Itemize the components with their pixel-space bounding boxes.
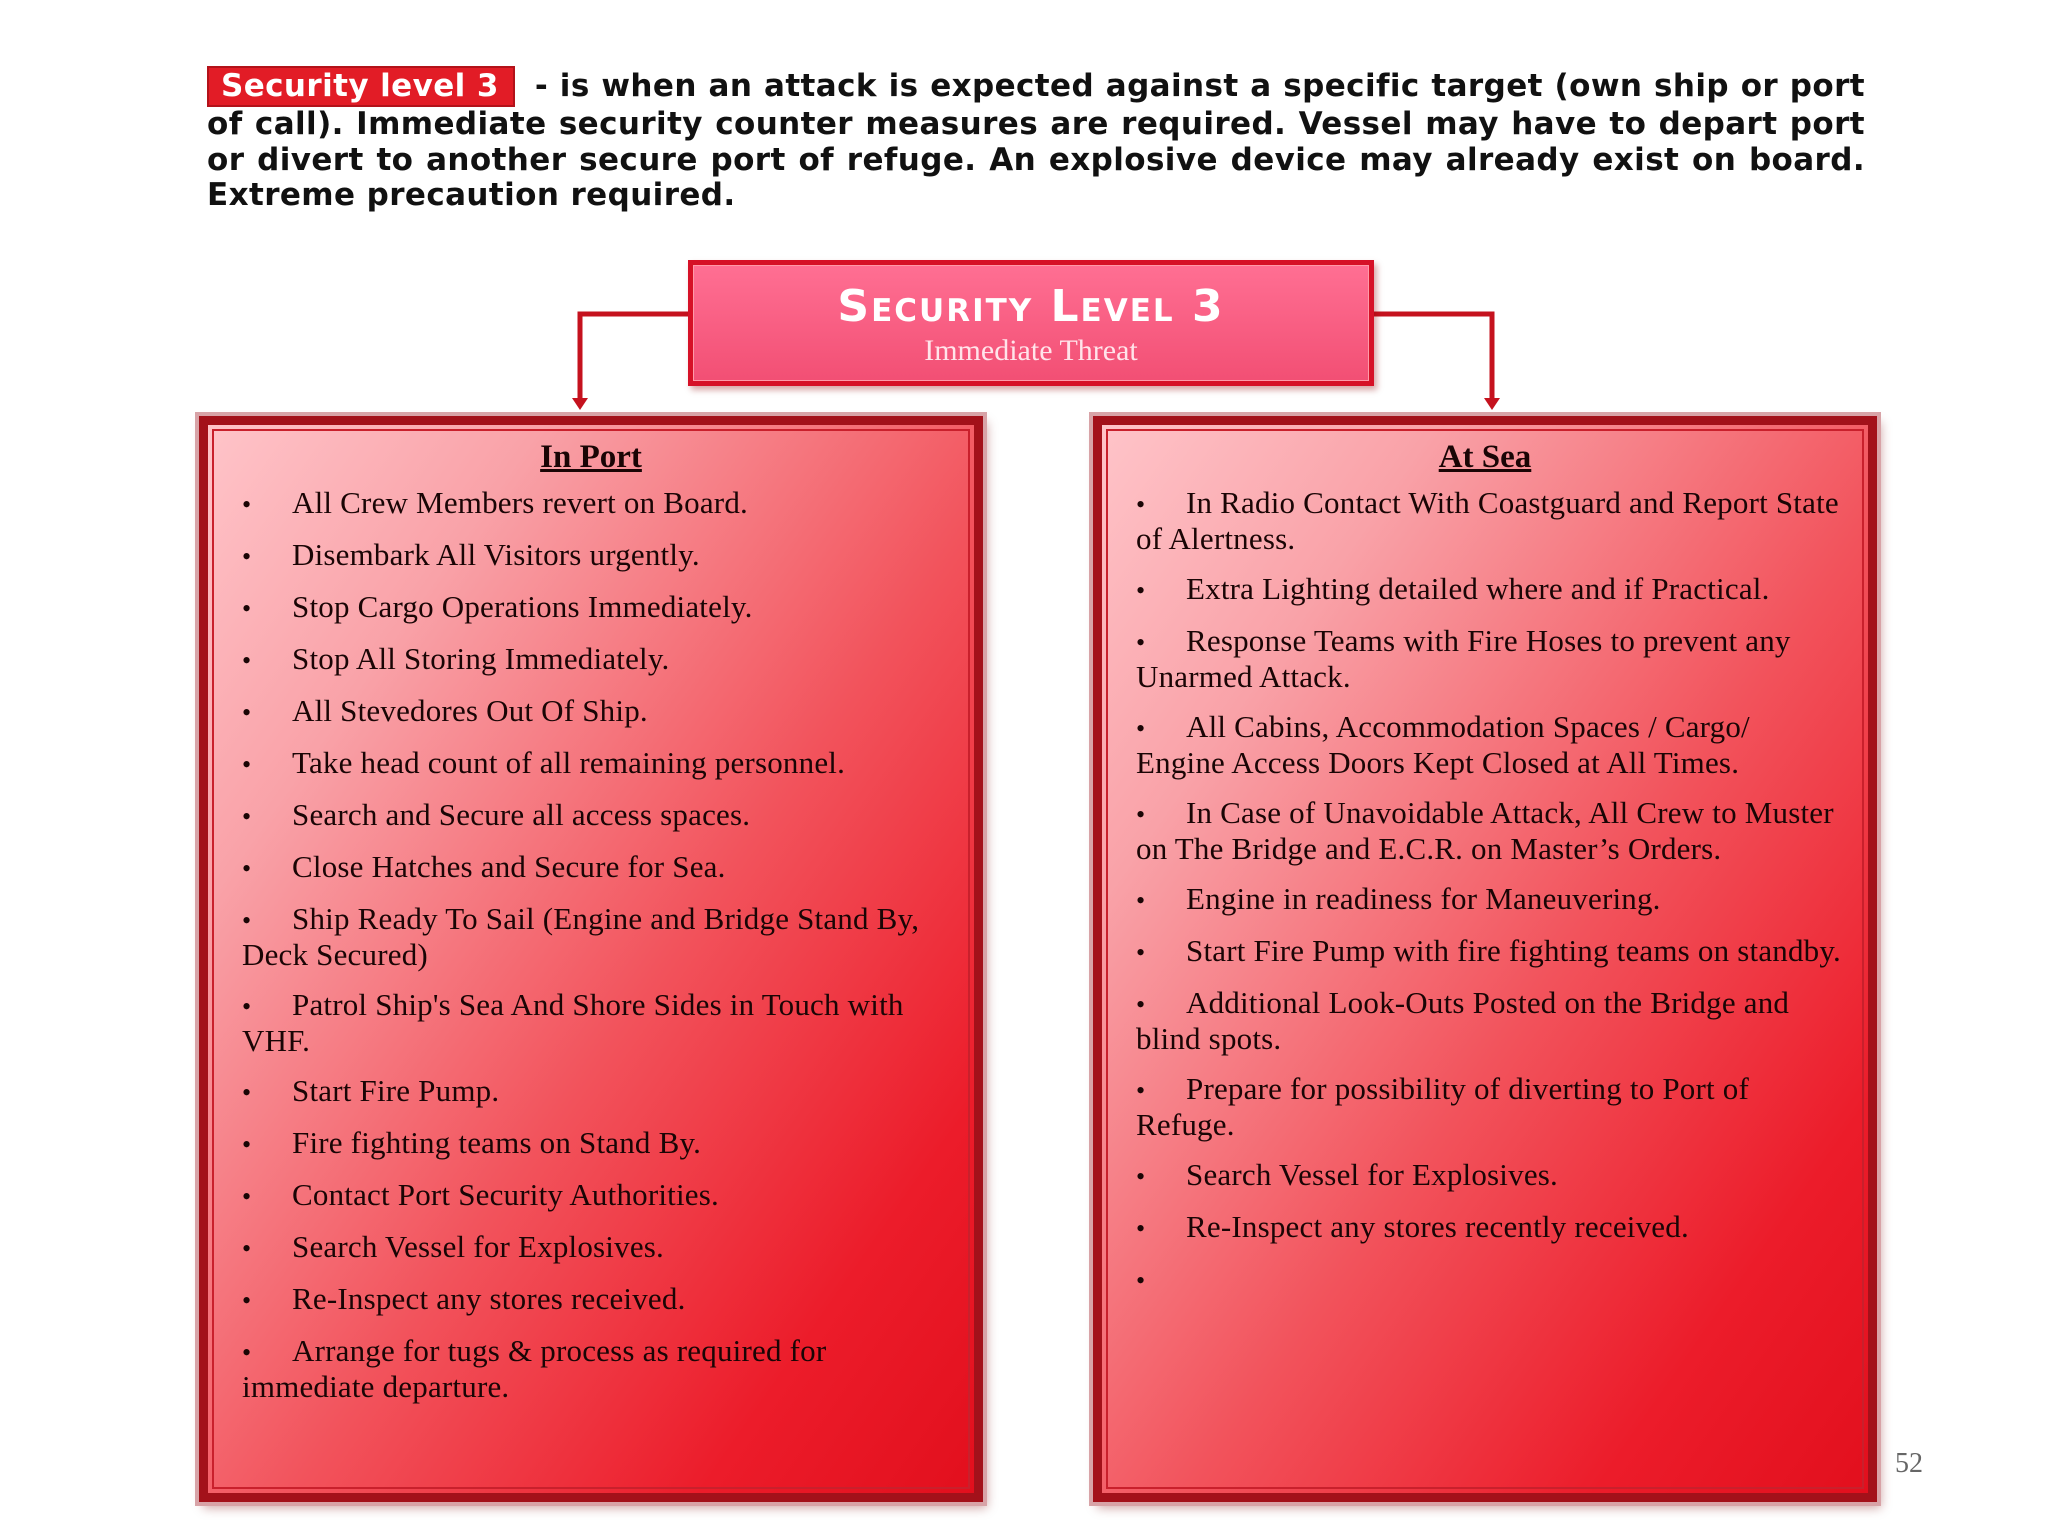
list-item-text: Search Vessel for Explosives. [1186, 1157, 1558, 1192]
list-item-text: Contact Port Security Authorities. [292, 1177, 719, 1212]
list-item-text: Start Fire Pump. [292, 1073, 500, 1108]
list-item: • Engine in readiness for Maneuvering. [1136, 881, 1661, 916]
at-sea-panel [1093, 416, 1877, 1502]
list-item-text: Search and Secure all access spaces. [292, 797, 751, 832]
list-item-text: Close Hatches and Secure for Sea. [292, 849, 726, 884]
list-item-text: Take head count of all remaining personnel. [292, 745, 846, 780]
list-item-text: All Stevedores Out Of Ship. [292, 693, 648, 728]
right-arrowhead [1484, 398, 1500, 410]
list-item-text: Extra Lighting detailed where and if Practical. [1186, 571, 1770, 606]
list-item-text: All Cabins, Accommodation Spaces / Cargo/ Engine Access Doors Kept Closed at All Times. [1136, 709, 1750, 780]
left-arrowhead [572, 398, 588, 410]
right-connector [1374, 314, 1492, 404]
list-item: • Prepare for possibility of diverting to Port of Refuge. [1136, 1071, 1750, 1142]
list-item-text: Patrol Ship's Sea And Shore Sides in Touch with VHF. [242, 987, 904, 1058]
list-item: • Contact Port Security Authorities. [242, 1177, 719, 1212]
list-item-text: Additional Look-Outs Posted on the Bridge and blind spots. [1136, 985, 1790, 1056]
list-item: • Search and Secure all access spaces. [242, 797, 751, 832]
list-item: • Disembark All Visitors urgently. [242, 537, 700, 572]
list-item: • Start Fire Pump with fire fighting teams on standby. [1136, 933, 1842, 968]
security-level-title-box [688, 260, 1374, 386]
list-item: • Take head count of all remaining personnel. [242, 745, 846, 780]
at-sea-heading: At Sea [1438, 439, 1532, 475]
title-box-subtitle: Immediate Threat [924, 334, 1138, 367]
list-item: • Extra Lighting detailed where and if Practical. [1136, 571, 1770, 606]
list-item-text: Response Teams with Fire Hoses to prevent any Unarmed Attack. [1136, 623, 1791, 694]
list-item: • Additional Look-Outs Posted on the Bridge and blind spots. [1136, 985, 1790, 1056]
list-item-text: Stop Cargo Operations Immediately. [292, 589, 753, 624]
list-item: • Re-Inspect any stores received. [242, 1281, 686, 1316]
list-item-text: Arrange for tugs & process as required for immediate departure. [242, 1333, 827, 1404]
list-item: • Close Hatches and Secure for Sea. [242, 849, 726, 884]
list-item-text: Stop All Storing Immediately. [292, 641, 670, 676]
list-item: • All Crew Members revert on Board. [242, 485, 748, 520]
list-item-text: In Radio Contact With Coastguard and Report State of Alertness. [1136, 485, 1839, 556]
list-item: • Response Teams with Fire Hoses to prevent any Unarmed Attack. [1136, 623, 1791, 694]
left-connector [580, 314, 688, 404]
list-item: • Re-Inspect any stores recently received. [1136, 1209, 1689, 1244]
list-item-text: Re-Inspect any stores recently received. [1186, 1209, 1689, 1244]
list-item: • Search Vessel for Explosives. [1136, 1157, 1558, 1192]
list-item-text: Start Fire Pump with fire fighting teams on standby. [1186, 933, 1842, 968]
list-item: • All Cabins, Accommodation Spaces / Cargo/ Engine Access Doors Kept Closed at All Times. [1136, 709, 1750, 780]
list-item: • Stop All Storing Immediately. [242, 641, 670, 676]
list-item: • Start Fire Pump. [242, 1073, 500, 1108]
in-port-heading: In Port [540, 439, 642, 475]
list-item-text: Ship Ready To Sail (Engine and Bridge Stand By, Deck Secured) [242, 901, 920, 972]
list-item: • In Case of Unavoidable Attack, All Crew to Muster on The Bridge and E.C.R. on Master’s Orders. [1136, 795, 1834, 866]
list-item-text: Engine in readiness for Maneuvering. [1186, 881, 1661, 916]
list-item: • In Radio Contact With Coastguard and Report State of Alertness. [1136, 485, 1839, 556]
security-level-badge: Security level 3 [207, 66, 515, 107]
list-item-text: Fire fighting teams on Stand By. [292, 1125, 702, 1160]
in-port-panel [199, 416, 983, 1502]
intro-text: - is when an attack is expected against a specific target (own ship or port of call). Immediate security counter measures are required. Vessel may have to depart port or divert to another secure port of refuge. An explosive device may already exist on board. Extreme precaution required. [207, 68, 1865, 213]
list-item: • Ship Ready To Sail (Engine and Bridge Stand By, Deck Secured) [242, 901, 920, 972]
list-item: • Patrol Ship's Sea And Shore Sides in Touch with VHF. [242, 987, 904, 1058]
title-box-heading: Security Level 3 [837, 281, 1225, 332]
list-item-text: Search Vessel for Explosives. [292, 1229, 664, 1264]
page-number: 52 [1895, 1448, 1923, 1479]
at-sea-list [1102, 486, 1868, 1298]
list-item-text: Prepare for possibility of diverting to Port of Refuge. [1136, 1071, 1750, 1142]
in-port-list [208, 486, 974, 1404]
list-item-text: In Case of Unavoidable Attack, All Crew to Muster on The Bridge and E.C.R. on Master’s Orders. [1136, 795, 1834, 866]
list-item: • Stop Cargo Operations Immediately. [242, 589, 753, 624]
list-item: • All Stevedores Out Of Ship. [242, 693, 648, 728]
list-item: • Search Vessel for Explosives. [242, 1229, 664, 1264]
list-item: • [1136, 1266, 1146, 1295]
list-item: • Fire fighting teams on Stand By. [242, 1125, 702, 1160]
list-item-text: Re-Inspect any stores received. [292, 1281, 686, 1316]
list-item-text: All Crew Members revert on Board. [292, 485, 748, 520]
list-item: • Arrange for tugs & process as required for immediate departure. [242, 1333, 827, 1404]
list-item-text: Disembark All Visitors urgently. [292, 537, 700, 572]
